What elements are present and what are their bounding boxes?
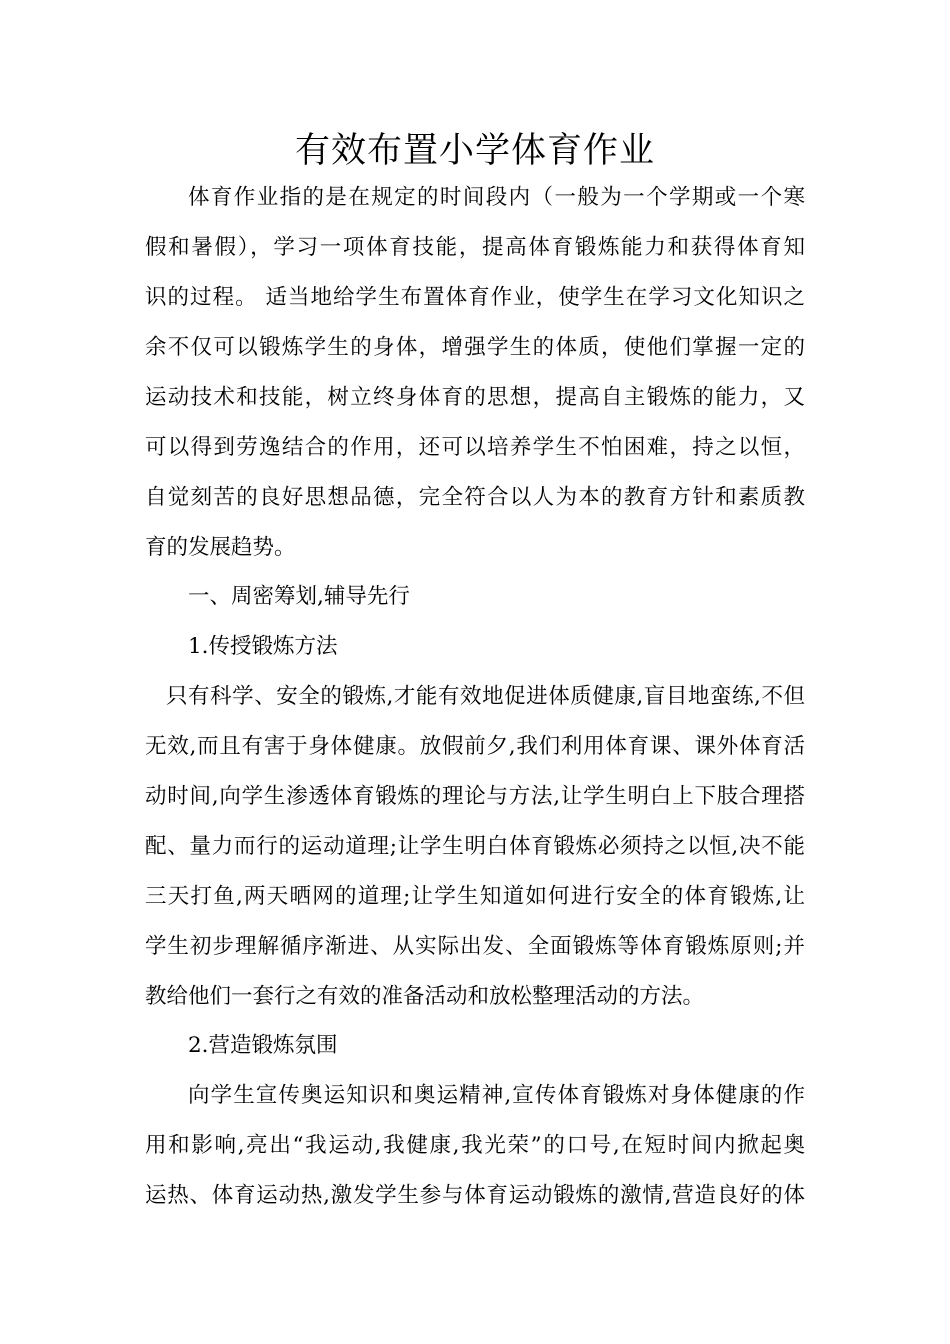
paragraph-line: 运热、体育运动热,激发学生参与体育运动锻炼的激情,营造良好的体 <box>145 1183 805 1208</box>
document-title: 有效布置小学体育作业 <box>294 131 655 171</box>
paragraph-line: 育的发展趋势。 <box>145 535 296 560</box>
paragraph-line: 向学生宣传奥运知识和奥运精神,宣传体育锻炼对身体健康的作 <box>188 1083 805 1108</box>
paragraph-line: 可以得到劳逸结合的作用，还可以培养学生不怕困难，持之以恒， <box>145 435 805 460</box>
paragraph-line: 运动技术和技能，树立终身体育的思想，提高自主锻炼的能力，又 <box>145 385 805 410</box>
paragraph-line: 识的过程。 适当地给学生布置体育作业，使学生在学习文化知识之 <box>145 285 805 310</box>
paragraph-line: 动时间,向学生渗透体育锻炼的理论与方法,让学生明白上下肢合理搭 <box>145 784 805 809</box>
paragraph-line: 自觉刻苦的良好思想品德，完全符合以人为本的教育方针和素质教 <box>145 485 805 510</box>
subsection-heading: 2.营造锻炼氛围 <box>188 1033 338 1058</box>
paragraph-line: 体育作业指的是在规定的时间段内（一般为一个学期或一个寒 <box>188 185 805 210</box>
paragraph-line: 用和影响,亮出“我运动,我健康,我光荣”的口号,在短时间内掀起奥 <box>145 1133 805 1158</box>
section-heading: 一、周密筹划,辅导先行 <box>188 584 410 609</box>
paragraph-line: 学生初步理解循序渐进、从实际出发、全面锻炼等体育锻炼原则;并 <box>145 934 805 959</box>
paragraph-line: 假和暑假），学习一项体育技能，提高体育锻炼能力和获得体育知 <box>145 235 805 260</box>
paragraph-line: 余不仅可以锻炼学生的身体，增强学生的体质，使他们掌握一定的 <box>145 335 805 360</box>
paragraph-line: 只有科学、安全的锻炼,才能有效地促进体质健康,盲目地蛮练,不但 <box>166 684 805 709</box>
subsection-heading: 1.传授锻炼方法 <box>188 634 338 659</box>
paragraph-line: 教给他们一套行之有效的准备活动和放松整理活动的方法。 <box>145 984 705 1009</box>
paragraph-line: 无效,而且有害于身体健康。放假前夕,我们利用体育课、课外体育活 <box>145 734 805 759</box>
paragraph-line: 三天打鱼,两天晒网的道理;让学生知道如何进行安全的体育锻炼,让 <box>145 884 805 909</box>
paragraph-line: 配、量力而行的运动道理;让学生明白体育锻炼必须持之以恒,决不能 <box>145 834 805 859</box>
